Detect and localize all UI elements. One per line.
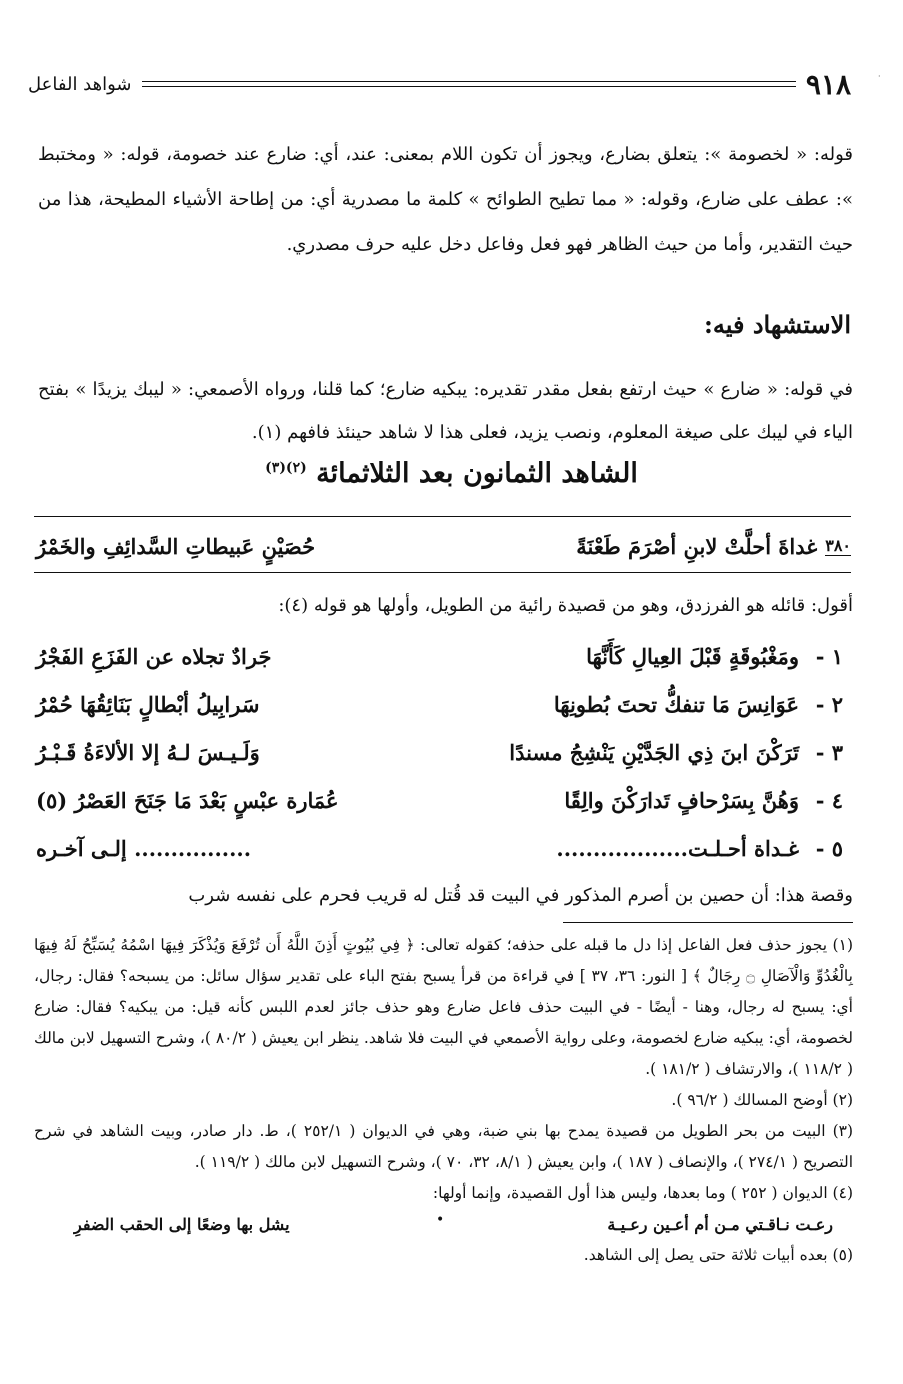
footnote-verse-first: رعـت نـاقـتي مـن أم أعـين رعـيـة [607,1215,833,1234]
story-paragraph: وقصة هذا: أن حصين بن أصرم المذكور في البيت قد قُتل له قريب فحرم على نفسه شرب [188,885,853,906]
stray-dot: • [436,1212,445,1228]
verse-top-rule [34,516,851,517]
footnote-verse-second: يشل بها وضعًا إلى الحقب الضفرِ [74,1215,290,1234]
footnote-3: (٣) البيت من بحر الطويل من قصيدة يمدح بها بني ضبة، وهي في الديوان ( ٢٥٢/١ )، ط. دار صادر، وبيت الشاهد في شرح التصريح ( ٢٧٤/١ )، والإنصاف ( ١٨٧ )، وابن يعيش ( ٨/١، ٣٢، ٧٠ )، وشرح التسهيل لابن مالك ( ١١٩/٢ ). [34,1122,854,1171]
main-verse [36,522,851,570]
poem-line [36,776,843,824]
attribution-paragraph: أقول: قائله هو الفرزدق، وهو من قصيدة رائية من الطويل، وأولها هو قوله (٤): [278,595,853,616]
poem-line-number: ٣ - [815,739,843,765]
footnote-1: (١) يجوز حذف فعل الفاعل إذا دل ما قبله على حذفه؛ كقوله تعالى: ﴿ فِي بُيُوتٍ أَذِنَ اللَّهُ أَن تُرْفَعَ وَيُذْكَرَ فِيهَا اسْمُهُ يُسَبِّحُ لَهُ فِيهَا بِالْغُدُوِّ وَالْآصَالِ ۝ رِجَالٌ ﴾ [ النور: ٣٦، ٣٧ ] في قراءة من قرأ يسبح بفتح الباء على تقدير سؤال سائل: من يسبحه؟ فقال: رجال، أي: يسبح له رجال، وهنا - أيضًا - في البيت حذف فاعل ضارع وهو حذف جائز لعدم اللبس كأنه قيل: من يبكيه؟ فقال: ضارع لخصومة، أي: يبكيه ضارع لخصومة، وعلى رواية الأصمعي في البيت فلا شاهد. ينظر ابن يعيش ( ٨٠/٢ )، وشرح التسهيل لابن مالك ( ١١٨/٢ )، والارتشاف ( ١٨١/٢ ). [34,936,854,1078]
citation-paragraph: في قوله: « ضارع » حيث ارتفع بفعل مقدر تقديره: يبكيه ضارع؛ كما قلنا، ورواه الأصمعي: « ليبك يزيدًا » بفتح الياء في ليبك على صيغة المعلوم، ونصب يزيد، فعلى هذا لا شاهد حينئذ فافهم (١). [38,379,853,443]
poem-line [36,680,843,728]
verse-heading-text: الشاهد الثمانون بعد الثلاثمائة [316,458,638,489]
poem-line-number: ٤ - [815,787,843,813]
footnote-5: (٥) بعده أبيات ثلاثة حتى يصل إلى الشاهد. [583,1246,853,1264]
verse-bottom-rule [34,572,851,573]
poem-first-hemistich: وَهُنَّ بِسَرْحافٍ تَدارَكْنَ والِقًا [564,787,799,813]
section-title: الاستشهاد فيه: [704,310,851,339]
poem-line [36,824,843,872]
poem-line [36,632,843,680]
commentary-paragraph: قوله: « لخصومة »: يتعلق بضارع، ويجوز أن تكون اللام بمعنى: عند، أي: ضارع عند خصومة، قوله: « ومختبط »: عطف على ضارع، وقوله: « مما تطيح الطوائح » كلمة ما مصدرية أي: من إطاحة الأشياء المطيحة، هذا من حيث التقدير، وأما من حيث الظاهر فهو فعل وفاعل دخل عليه حرف مصدري. [38,144,853,255]
verse-first-hemistich: غداةَ أحلَّتْ لابنِ أصْرَمَ طَعْنَةً [576,533,818,559]
verse-heading-note: (٢)(٣) [265,460,307,476]
poem-line-number: ٥ - [815,835,843,861]
poem-line-number: ٢ - [815,691,843,717]
verse-second-hemistich: حُصَيْنٍ عَبيطاتِ السَّدائِفِ والخَمْرُ [36,533,316,559]
poem-first-hemistich: غـداة أحـلـت.................. [556,835,799,861]
poem-second-hemistich: سَرابِيلُ أبْطالٍ بَنَائِقُهَا حُمْرُ [36,691,260,717]
poem-line [36,728,843,776]
footnote-separator [563,922,853,923]
footnote-2: (٢) أوضح المسالك ( ٩٦/٢ ). [671,1091,853,1109]
running-title: شواهد الفاعل [28,73,132,95]
poem-first-hemistich: ومَغْبُوقَةٍ قَبْلَ العِيالِ كَأَنَّهَا [586,643,799,669]
poem-first-hemistich: تَرَكْنَ ابنَ ذِي الجَدَّيْنِ يَنْشِجُ مسندًا [509,739,799,765]
footnote-4: (٤) الديوان ( ٢٥٢ ) وما بعدها، وليس هذا أول القصيدة، وإنما أولها: [432,1184,853,1202]
scan-speck: · [878,72,881,81]
header-double-rule [142,81,796,87]
poem-first-hemistich: عَوَانِسَ مَا تنفكُّ تحتَ بُطونِهَا [553,691,799,717]
poem-second-hemistich: وَلَـيـسَ لـهُ إلا الألاءَةُ قَـبْـرُ [36,739,260,765]
page-number: ٩١٨ [805,67,851,101]
verse-heading [60,458,843,489]
poem-second-hemistich: عُمَارة عبْسٍ بَعْدَ مَا جَنَحَ العَصْرُ (٥) [36,787,339,813]
verse-number: ٣٨٠ [825,536,851,555]
poem-second-hemistich: ................ إلـى آخـره [36,835,252,861]
poem-line-number: ١ - [815,643,843,669]
page-header [28,64,851,104]
poem-second-hemistich: جَرادٌ تجلاه عن الفَزَعِ الفَجْرُ [36,643,272,669]
poem [36,632,843,872]
